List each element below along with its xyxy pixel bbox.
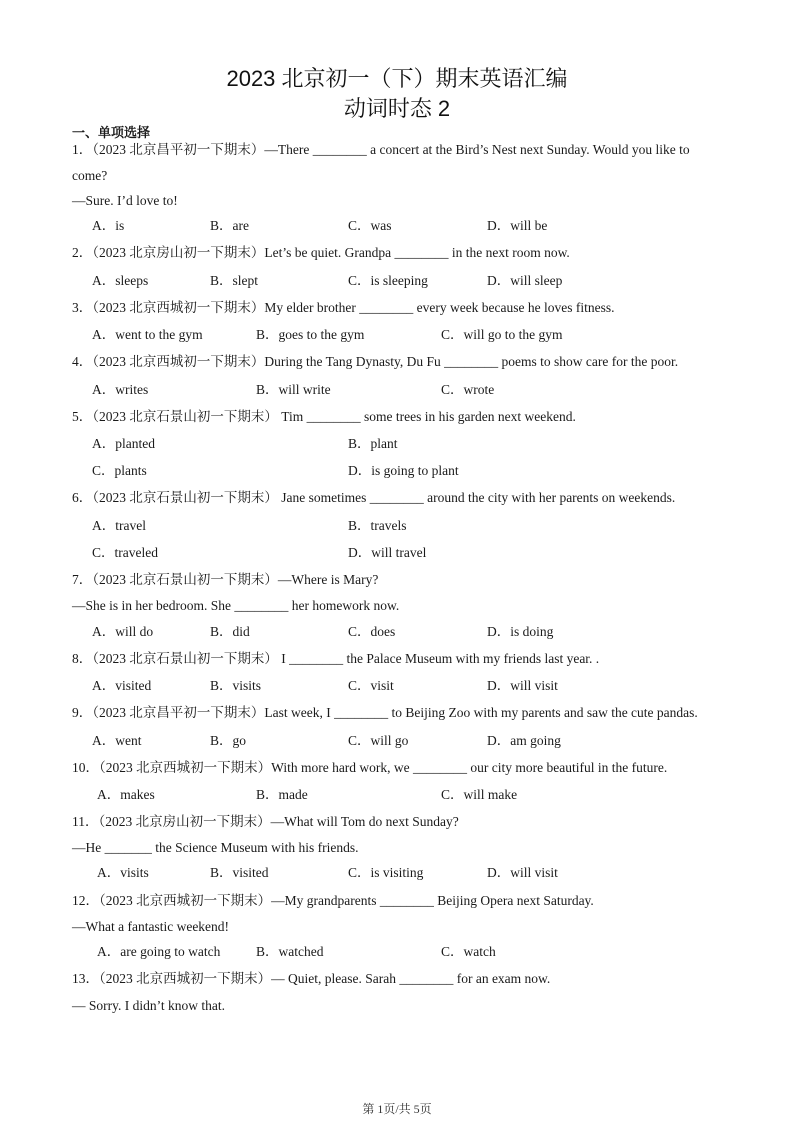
question-11-line-2: —He _______ the Science Museum with his friends. (72, 840, 359, 855)
question-5-option-b[interactable]: B．plant (348, 436, 398, 451)
question-5-line-1: 5．（2023 北京石景山初一下期末） Tim ________ some trees in his garden next weekend. (72, 409, 576, 424)
question-9-option-d[interactable]: D．am going (487, 733, 561, 748)
question-1-option-c[interactable]: C．was (348, 218, 392, 233)
question-12-option-b[interactable]: B．watched (256, 944, 324, 959)
question-7-line-1: 7．（2023 北京石景山初一下期末）—Where is Mary? (72, 572, 379, 587)
question-5-option-d[interactable]: D．is going to plant (348, 463, 459, 478)
question-8-option-d[interactable]: D．will visit (487, 678, 558, 693)
question-8-option-c[interactable]: C．visit (348, 678, 394, 693)
question-7-option-b[interactable]: B．did (210, 624, 250, 639)
question-3-line-1: 3．（2023 北京西城初一下期末）My elder brother ________ every week because he loves fitness. (72, 300, 615, 315)
question-4-option-a[interactable]: A．writes (92, 382, 149, 397)
question-12-option-c[interactable]: C．watch (441, 944, 496, 959)
question-1-option-d[interactable]: D．will be (487, 218, 548, 233)
page-subtitle: 动词时态 2 (343, 96, 451, 121)
question-10-option-c[interactable]: C．will make (441, 787, 518, 802)
question-9-line-1: 9．（2023 北京昌平初一下期末）Last week, I ________ to Beijing Zoo with my parents and saw the cute pandas. (72, 705, 698, 720)
question-5-option-c[interactable]: C．plants (92, 463, 147, 478)
question-7-option-a[interactable]: A．will do (92, 624, 154, 639)
question-8-option-a[interactable]: A．visited (92, 678, 152, 693)
question-9-option-b[interactable]: B．go (210, 733, 247, 748)
question-1-line-2: come? (72, 168, 108, 183)
question-7-line-2: —She is in her bedroom. She ________ her homework now. (72, 598, 400, 613)
question-13-line-1: 13．（2023 北京西城初一下期末）— Quiet, please. Sarah ________ for an exam now. (72, 971, 551, 986)
section-title: 一、单项选择 (72, 125, 151, 140)
question-2-option-d[interactable]: D．will sleep (487, 273, 563, 288)
question-5-option-a[interactable]: A．planted (92, 436, 155, 451)
question-2-option-a[interactable]: A．sleeps (92, 273, 149, 288)
question-1-line-1: 1．（2023 北京昌平初一下期末）—There ________ a concert at the Bird’s Nest next Sunday. Would you like to (72, 142, 690, 157)
question-6-option-b[interactable]: B．travels (348, 518, 407, 533)
question-1-option-b[interactable]: B．are (210, 218, 249, 233)
question-12-option-a[interactable]: A．are going to watch (97, 944, 221, 959)
question-4-line-1: 4．（2023 北京西城初一下期末）During the Tang Dynasty, Du Fu ________ poems to show care for the poor. (72, 354, 679, 369)
question-9-option-a[interactable]: A．went (92, 733, 142, 748)
question-2-line-1: 2．（2023 北京房山初一下期末）Let’s be quiet. Grandpa ________ in the next room now. (72, 245, 570, 260)
question-3-option-a[interactable]: A．went to the gym (92, 327, 203, 342)
question-9-option-c[interactable]: C．will go (348, 733, 409, 748)
question-6-option-a[interactable]: A．travel (92, 518, 146, 533)
question-12-line-1: 12．（2023 北京西城初一下期末）—My grandparents ________ Beijing Opera next Saturday. (72, 893, 594, 908)
question-11-option-d[interactable]: D．will visit (487, 865, 558, 880)
question-8-line-1: 8．（2023 北京石景山初一下期末） I ________ the Palace Museum with my friends last year. . (72, 651, 600, 666)
question-8-option-b[interactable]: B．visits (210, 678, 262, 693)
question-6-option-c[interactable]: C．traveled (92, 545, 158, 560)
question-7-option-c[interactable]: C．does (348, 624, 396, 639)
question-4-option-b[interactable]: B．will write (256, 382, 331, 397)
question-1-option-a[interactable]: A．is (92, 218, 125, 233)
question-6-line-1: 6．（2023 北京石景山初一下期末） Jane sometimes ________ around the city with her parents on weekends. (72, 490, 676, 505)
question-12-line-2: —What a fantastic weekend! (72, 919, 230, 934)
question-11-option-b[interactable]: B．visited (210, 865, 269, 880)
question-4-option-c[interactable]: C．wrote (441, 382, 495, 397)
question-7-option-d[interactable]: D．is doing (487, 624, 554, 639)
question-11-option-a[interactable]: A．visits (97, 865, 149, 880)
question-13-line-2: — Sorry. I didn’t know that. (72, 998, 225, 1013)
question-3-option-b[interactable]: B．goes to the gym (256, 327, 365, 342)
question-11-option-c[interactable]: C．is visiting (348, 865, 424, 880)
page-footer: 第 1页/共 5页 (362, 1102, 432, 1116)
question-1-line-3: —Sure. I’d love to! (72, 193, 178, 208)
page-title: 2023 北京初一（下）期末英语汇编 (226, 66, 568, 91)
question-2-option-b[interactable]: B．slept (210, 273, 259, 288)
question-2-option-c[interactable]: C．is sleeping (348, 273, 428, 288)
question-11-line-1: 11．（2023 北京房山初一下期末）—What will Tom do next Sunday? (72, 814, 459, 829)
question-10-line-1: 10．（2023 北京西城初一下期末）With more hard work, we ________ our city more beautiful in the future. (72, 760, 668, 775)
question-10-option-a[interactable]: A．makes (97, 787, 155, 802)
question-3-option-c[interactable]: C．will go to the gym (441, 327, 563, 342)
question-6-option-d[interactable]: D．will travel (348, 545, 427, 560)
question-10-option-b[interactable]: B．made (256, 787, 308, 802)
